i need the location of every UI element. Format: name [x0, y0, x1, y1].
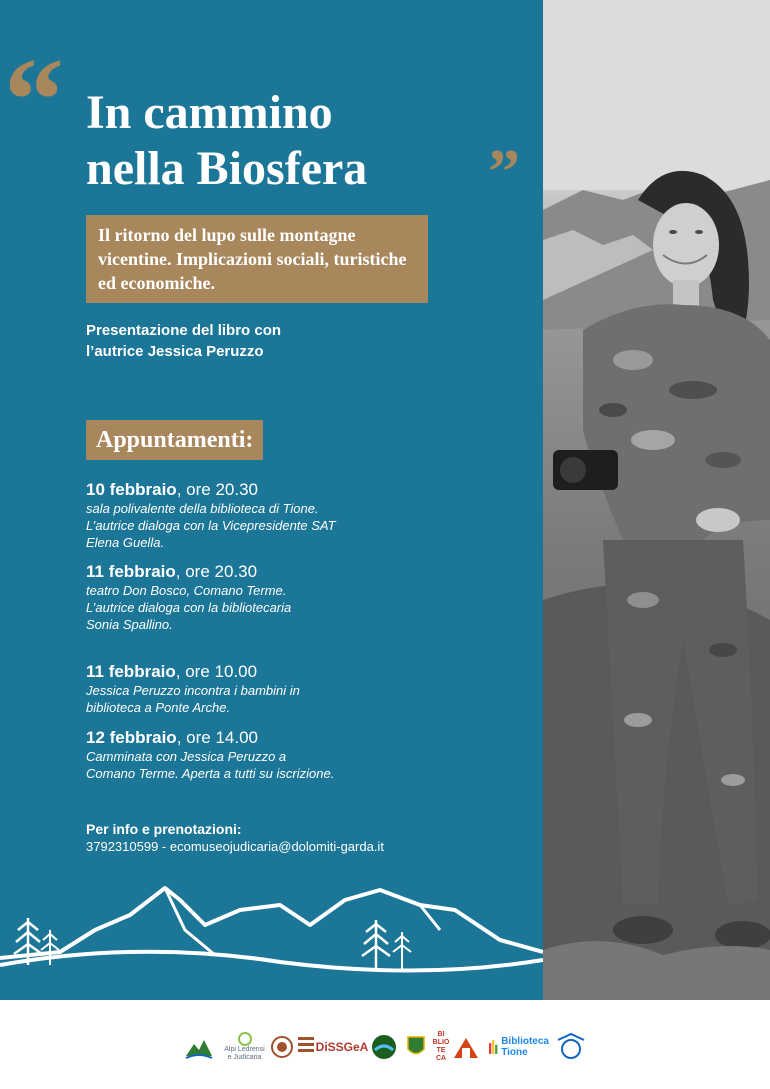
municipal-crest-icon — [406, 1034, 426, 1060]
alpi-ledrensi-logo — [222, 1030, 267, 1064]
event-date-line — [86, 728, 426, 748]
alpine-club-logo — [555, 1030, 587, 1064]
event-description-line: biblioteca a Ponte Arche. — [86, 700, 231, 715]
ledrensi-logo-text-1: Alpi Ledrensi — [224, 1046, 265, 1053]
event-date-line — [86, 562, 426, 582]
event-date: 12 febbraio — [86, 728, 177, 747]
event-description-line: Sonia Spallino. — [86, 617, 173, 632]
event-description-line: sala polivalente della biblioteca di Tione. — [86, 501, 319, 516]
presentation-text — [86, 320, 386, 362]
bib-vertical-text-1: BI — [437, 1031, 445, 1038]
university-padova-icon — [296, 1034, 316, 1060]
event-date: 10 febbraio — [86, 480, 177, 499]
biblioteca-tione-text-2: Tione — [501, 1047, 528, 1058]
event-item — [86, 562, 426, 633]
bib-vertical-text-2: BLIO — [432, 1039, 450, 1046]
event-time: , ore 14.00 — [176, 728, 258, 747]
municipal-crest-logo — [405, 1030, 427, 1064]
presentation-line-2: l’autrice Jessica Peruzzo — [86, 343, 264, 360]
ecomuseo-logo — [183, 1030, 215, 1064]
author-photo — [543, 0, 770, 1000]
event-description-line: Jessica Peruzzo incontra i bambini in — [86, 683, 300, 698]
title-line-2: nella Biosfera — [86, 142, 368, 195]
ledrensi-logo-icon — [235, 1032, 255, 1046]
event-date: 11 febbraio — [86, 562, 176, 581]
presentation-line-1: Presentazione del libro con — [86, 322, 282, 339]
biblioteca-tione-text-1: Biblioteca — [501, 1036, 549, 1047]
contact-line[interactable]: 3792310599 - ecomuseojudicaria@dolomiti-garda.it — [86, 839, 384, 854]
biblioteca-tione-logo — [489, 1030, 549, 1064]
author-photo-illustration — [543, 0, 770, 1000]
book-subtitle: Il ritorno del lupo sulle montagne vicentine. Implicazioni sociali, turistiche ed economiche. — [86, 215, 428, 303]
mountain-outline-illustration — [0, 870, 543, 1000]
tree-icon — [362, 920, 390, 970]
green-circle-icon — [371, 1034, 397, 1060]
event-description-line: L’autrice dialoga con la Vicepresidente SAT — [86, 518, 336, 533]
event-date: 11 febbraio — [86, 662, 176, 681]
books-icon — [489, 1038, 498, 1056]
event-item — [86, 480, 426, 551]
event-description-line: L’autrice dialoga con la bibliotecaria — [86, 600, 292, 615]
dissgea-logo — [315, 1030, 369, 1064]
biblioteca-tione-text — [501, 1036, 549, 1058]
info-block — [86, 820, 384, 856]
event-date-line — [86, 662, 426, 682]
event-description-line: Comano Terme. Aperta a tutti su iscrizione. — [86, 766, 335, 781]
red-building-logo — [451, 1030, 481, 1064]
biblioteca-vertical-logo — [433, 1030, 449, 1064]
dissgea-logo-text: DiSSGeA — [315, 1040, 369, 1054]
appointments-heading: Appuntamenti: — [86, 420, 263, 460]
title-line-1: In cammino — [86, 86, 333, 139]
university-seal-icon — [270, 1035, 294, 1059]
tree-icon — [393, 932, 411, 970]
university-seal-logo — [270, 1030, 294, 1064]
ledrensi-logo-text-2: e Judicaria — [227, 1054, 262, 1061]
red-building-icon — [452, 1034, 480, 1060]
event-description-line: Elena Guella. — [86, 535, 165, 550]
event-description-line: teatro Don Bosco, Comano Terme. — [86, 583, 287, 598]
green-circle-logo — [370, 1030, 398, 1064]
ecomuseo-logo-icon — [184, 1032, 214, 1062]
event-time: , ore 20.30 — [176, 480, 258, 499]
info-label: Per info e prenotazioni: — [86, 821, 242, 837]
bib-vertical-text-4: CA — [435, 1055, 447, 1062]
university-padova-logo — [296, 1030, 316, 1064]
event-date-line — [86, 480, 426, 500]
event-description-line: Camminata con Jessica Peruzzo a — [86, 749, 287, 764]
event-time: , ore 10.00 — [175, 662, 258, 681]
event-item — [86, 728, 426, 782]
event-time: , ore 20.30 — [175, 562, 258, 581]
close-quote-mark: ” — [488, 136, 520, 207]
poster-title — [86, 85, 536, 197]
event-item — [86, 662, 426, 716]
bib-vertical-text-3: TE — [436, 1047, 446, 1054]
open-quote-mark: “ — [4, 33, 64, 166]
alpine-club-icon — [556, 1032, 586, 1062]
